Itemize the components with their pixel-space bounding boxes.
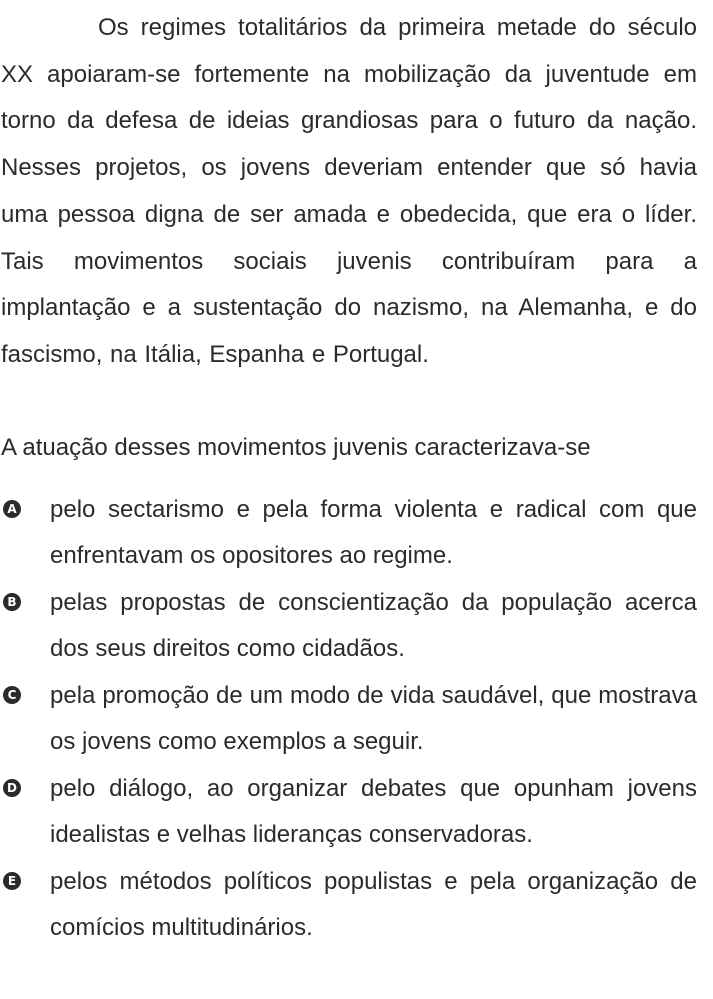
option-e-text: pelos métodos políticos populistas e pela organização de comícios multitudinários. [50,867,697,942]
option-c-text: pela promoção de um modo de vida saudável, que mostrava os jovens como exemplos a seguir. [50,681,697,756]
passage-text: Os regimes totalitários da primeira metade do século XX apoiaram-se fortemente na mobilização da juventude em torno da defesa de ideias grandiosas para o futuro da nação. Nesses projetos, os jovens deveriam entender que só havia uma pessoa digna de ser amada e obedecida, que era o líder. Tais movimentos sociais juvenis contribuíram para a implantação e a sustentação do nazismo, na Alemanha, e do fascismo, na Itália, Espanha e Portugal. [1,14,697,368]
answer-options [1,487,697,952]
option-b-text: pelas propostas de conscientização da população acerca dos seus direitos como cidadãos. [50,588,697,663]
option-a-letter-icon: A [3,500,21,518]
option-d-text: pelo diálogo, ao organizar debates que opunham jovens idealistas e velhas lideranças conservadoras. [50,774,697,849]
option-a[interactable] [1,487,697,580]
option-b-letter-icon: B [3,593,21,611]
option-d-letter-icon: D [3,779,21,797]
option-e[interactable] [1,859,697,952]
option-d[interactable] [1,766,697,859]
option-e-letter-icon: E [3,872,21,890]
option-b[interactable] [1,580,697,673]
option-c[interactable] [1,673,697,766]
option-c-letter-icon: C [3,686,21,704]
question-stem: A atuação desses movimentos juvenis caracterizava-se [1,433,591,461]
option-a-text: pelo sectarismo e pela forma violenta e radical com que enfrentavam os opositores ao regime. [50,495,697,570]
